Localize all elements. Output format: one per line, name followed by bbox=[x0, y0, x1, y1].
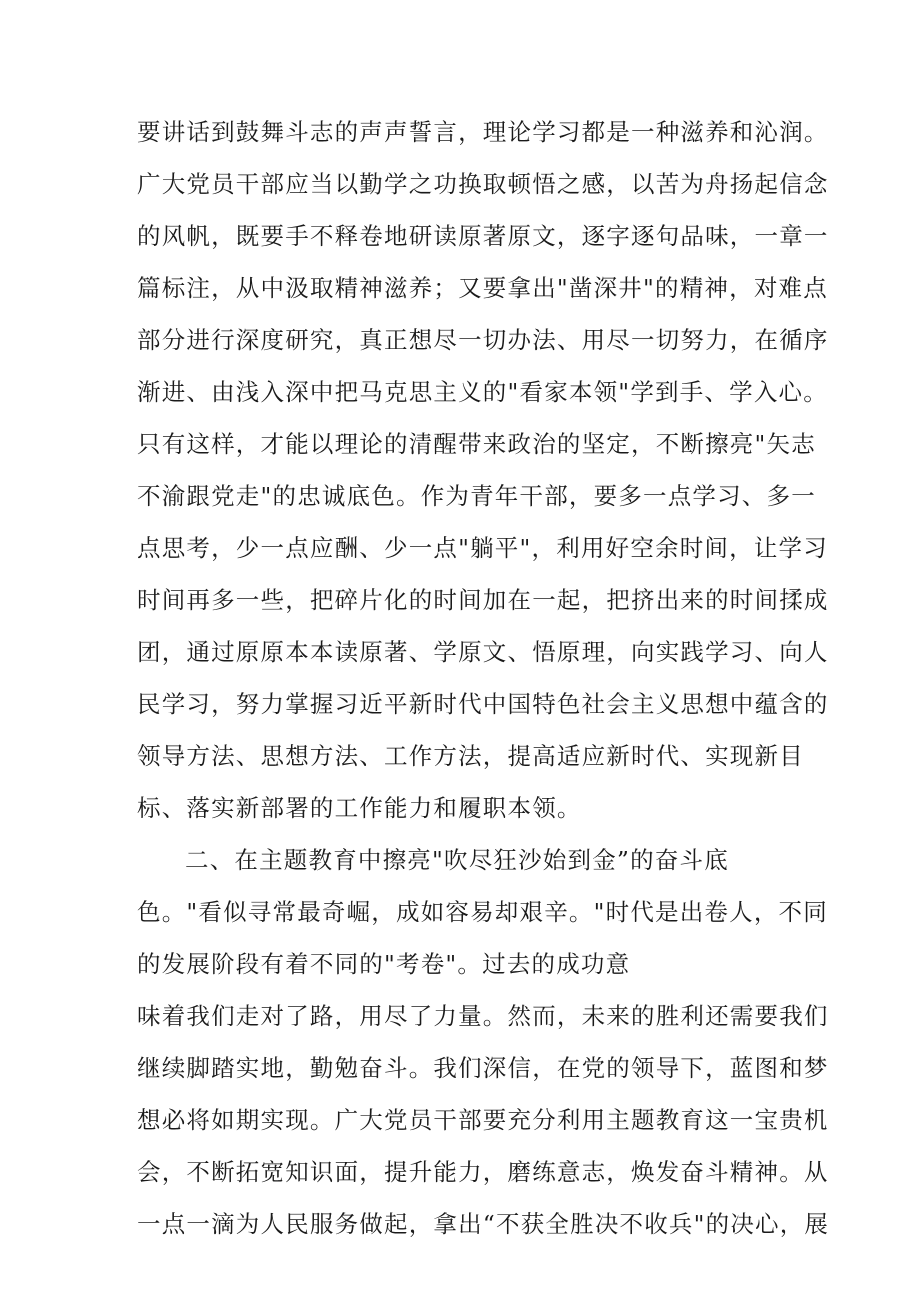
text-line: 只有这样，才能以理论的清醒带来政治的坚定，不断擦亮"矢志 bbox=[137, 430, 816, 458]
text-line: 渐进、由浅入深中把马克思主义的"看家本领"学到手、学入心。 bbox=[137, 378, 828, 406]
text-line: 广大党员干部应当以勤学之功换取顿悟之感，以苦为舟扬起信念 bbox=[137, 170, 829, 198]
text-line: 想必将如期实现。广大党员干部要充分利用主题教育这一宝贵机 bbox=[137, 1106, 829, 1134]
text-line: 点思考，少一点应酬、少一点"躺平"，利用好空余时间，让学习 bbox=[137, 534, 828, 562]
text-line: 时间再多一些，把碎片化的时间加在一起，把挤出来的时间揉成 bbox=[137, 586, 829, 614]
text-line: 的发展阶段有着不同的"考卷"。过去的成功意 bbox=[137, 950, 631, 978]
text-line: 领导方法、思想方法、工作方法，提高适应新时代、实现新目 bbox=[137, 742, 804, 770]
text-line: 要讲话到鼓舞斗志的声声誓言，理论学习都是一种滋养和沁润。 bbox=[137, 118, 829, 146]
text-line: 的风帆，既要手不释卷地研读原著原文，逐字逐句品味，一章一 bbox=[137, 222, 829, 250]
section-heading-line: 二、在主题教育中擦亮"吹尽狂沙始到金”的奋斗底 bbox=[185, 846, 729, 874]
text-line: 标、落实新部署的工作能力和履职本领。 bbox=[137, 794, 582, 822]
text-line: 部分进行深度研究，真正想尽一切办法、用尽一切努力，在循序 bbox=[137, 326, 829, 354]
text-line: 不渝跟党走"的忠诚底色。作为青年干部，要多一点学习、多一 bbox=[137, 482, 816, 510]
text-line: 会，不断拓宽知识面，提升能力，磨练意志，焕发奋斗精神。从 bbox=[137, 1158, 829, 1186]
text-line: 味着我们走对了路，用尽了力量。然而，未来的胜利还需要我们 bbox=[137, 1002, 829, 1030]
text-line: 篇标注，从中汲取精神滋养；又要拿出"凿深井"的精神，对难点 bbox=[137, 274, 828, 302]
text-line: 一点一滴为人民服务做起，拿出“不获全胜决不收兵"的决心，展 bbox=[137, 1210, 830, 1238]
text-line: 继续脚踏实地，勤勉奋斗。我们深信，在党的领导下，蓝图和梦 bbox=[137, 1054, 829, 1082]
text-line: 团，通过原原本本读原著、学原文、悟原理，向实践学习、向人 bbox=[137, 638, 829, 666]
text-line: 民学习，努力掌握习近平新时代中国特色社会主义思想中蕴含的 bbox=[137, 690, 829, 718]
text-line: 色。"看似寻常最奇崛，成如容易却艰辛。"时代是出卷人，不同 bbox=[137, 898, 828, 926]
